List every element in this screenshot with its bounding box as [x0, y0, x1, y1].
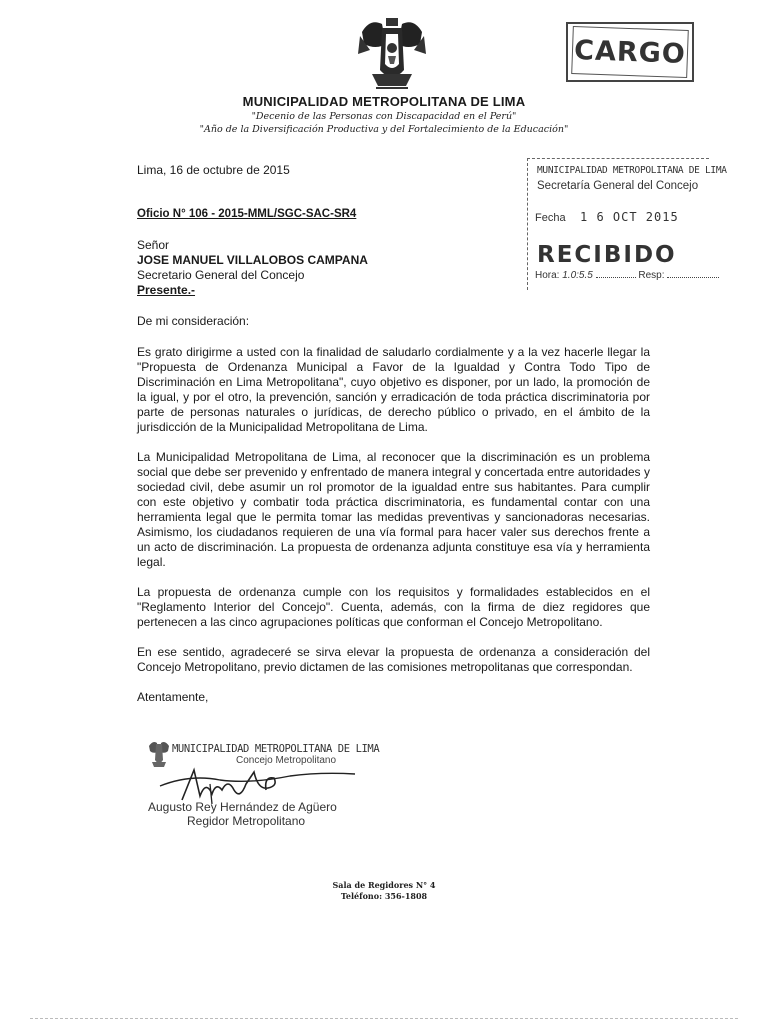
received-stamp-status: RECIBIDO	[537, 242, 677, 268]
body-paragraph-1: Es grato dirigirme a usted con la finalidad de saludarlo cordialmente y a la vez hacerle llegar la "Propuesta de Ordenanza Municipal a Favor de la Igualdad y Contra Todo Tipo de Discriminación en Lima Metropolitana", cuyo objetivo es disponer, por un lado, la promoción de la igual, y por el otro, la prevención, sanción y erradicación de toda práctica discriminatoria por parte de personas naturales o jurídicas, de derecho público o privado, en el ámbito de la jurisdicción de la Municipalidad Metropolitana de Lima.	[137, 345, 650, 434]
cargo-stamp	[566, 22, 694, 82]
signature-seal-unit: Concejo Metropolitano	[236, 755, 337, 766]
motto-line-1: "Decenio de las Personas con Discapacidad en el Perú"	[251, 111, 517, 122]
received-stamp-hora-row	[535, 268, 719, 281]
footer-phone: Teléfono: 356-1808	[340, 891, 428, 901]
resp-blank	[667, 268, 719, 278]
recipient-title: Secretario General del Concejo	[137, 268, 305, 282]
received-stamp-date: 1 6 OCT 2015	[580, 210, 679, 224]
body-paragraph-4: En ese sentido, agradeceré se sirva elevar la propuesta de ordenanza a consideración del Concejo Metropolitano, previo dictamen de las comisiones metropolitanas que correspondan.	[137, 645, 650, 674]
hora-blank	[596, 268, 636, 278]
letter-date: Lima, 16 de octubre de 2015	[137, 163, 290, 177]
motto-line-2: "Año de la Diversificación Productiva y del Fortalecimiento de la Educación"	[199, 124, 569, 135]
signatory-name: Augusto Rey Hernández de Agüero	[148, 800, 337, 814]
coat-of-arms-icon	[356, 14, 428, 96]
body-paragraph-3: La propuesta de ordenanza cumple con los requisitos y formalidades establecidos en el "Reglamento Interior del Concejo". Cuenta, además, con la firma de diez regidores que pertenecen a las cinco agrupaciones políticas que conforman el Concejo Metropolitano.	[137, 585, 650, 629]
organization-title: MUNICIPALIDAD METROPOLITANA DE LIMA	[242, 94, 526, 109]
recipient-salutation: Señor	[137, 238, 170, 252]
received-stamp-resp-label: Resp:	[638, 270, 665, 281]
received-stamp-org: MUNICIPALIDAD METROPOLITANA DE LIMA	[537, 165, 727, 176]
body-paragraph-2: La Municipalidad Metropolitana de Lima, al reconocer que la discriminación es un problema social que debe ser prevenido y enfrentado de manera integral y concertada entre autoridades y sociedad civil, debe asumir un rol promotor de la igualdad entre sus habitantes. Para cumplir con este objetivo y combatir toda práctica discriminatoria, es fundamental contar con una herramienta legal que le permita tomar las medidas preventivas y sancionadoras necesarias. Asimismo, los ciudadanos requieren de una vía formal para hacer valer sus derechos frente a un acto de discriminación. La propuesta de ordenanza adjunta constituye esa vía y herramienta legal.	[137, 450, 650, 569]
letter-greeting: De mi consideración:	[137, 314, 250, 328]
cargo-stamp-text: CARGO	[571, 26, 689, 78]
received-stamp-hora-label: Hora:	[535, 270, 560, 281]
letter-reference: Oficio N° 106 - 2015-MML/SGC-SAC-SR4	[137, 208, 357, 220]
letter-closing: Atentamente,	[137, 690, 209, 704]
signatory-role: Regidor Metropolitano	[187, 814, 306, 828]
received-stamp-fecha-label: Fecha	[535, 212, 566, 224]
recipient-name: JOSE MANUEL VILLALOBOS CAMPANA	[137, 253, 368, 267]
recipient-presente: Presente.-	[137, 283, 196, 297]
scan-artifact-line	[30, 1018, 738, 1019]
footer-office: Sala de Regidores N° 4	[332, 880, 436, 890]
received-stamp-hora-value: 1.0:5.5	[562, 270, 593, 281]
signature-seal-org: MUNICIPALIDAD METROPOLITANA DE LIMA	[172, 743, 380, 755]
received-stamp-office: Secretaría General del Concejo	[537, 180, 699, 192]
